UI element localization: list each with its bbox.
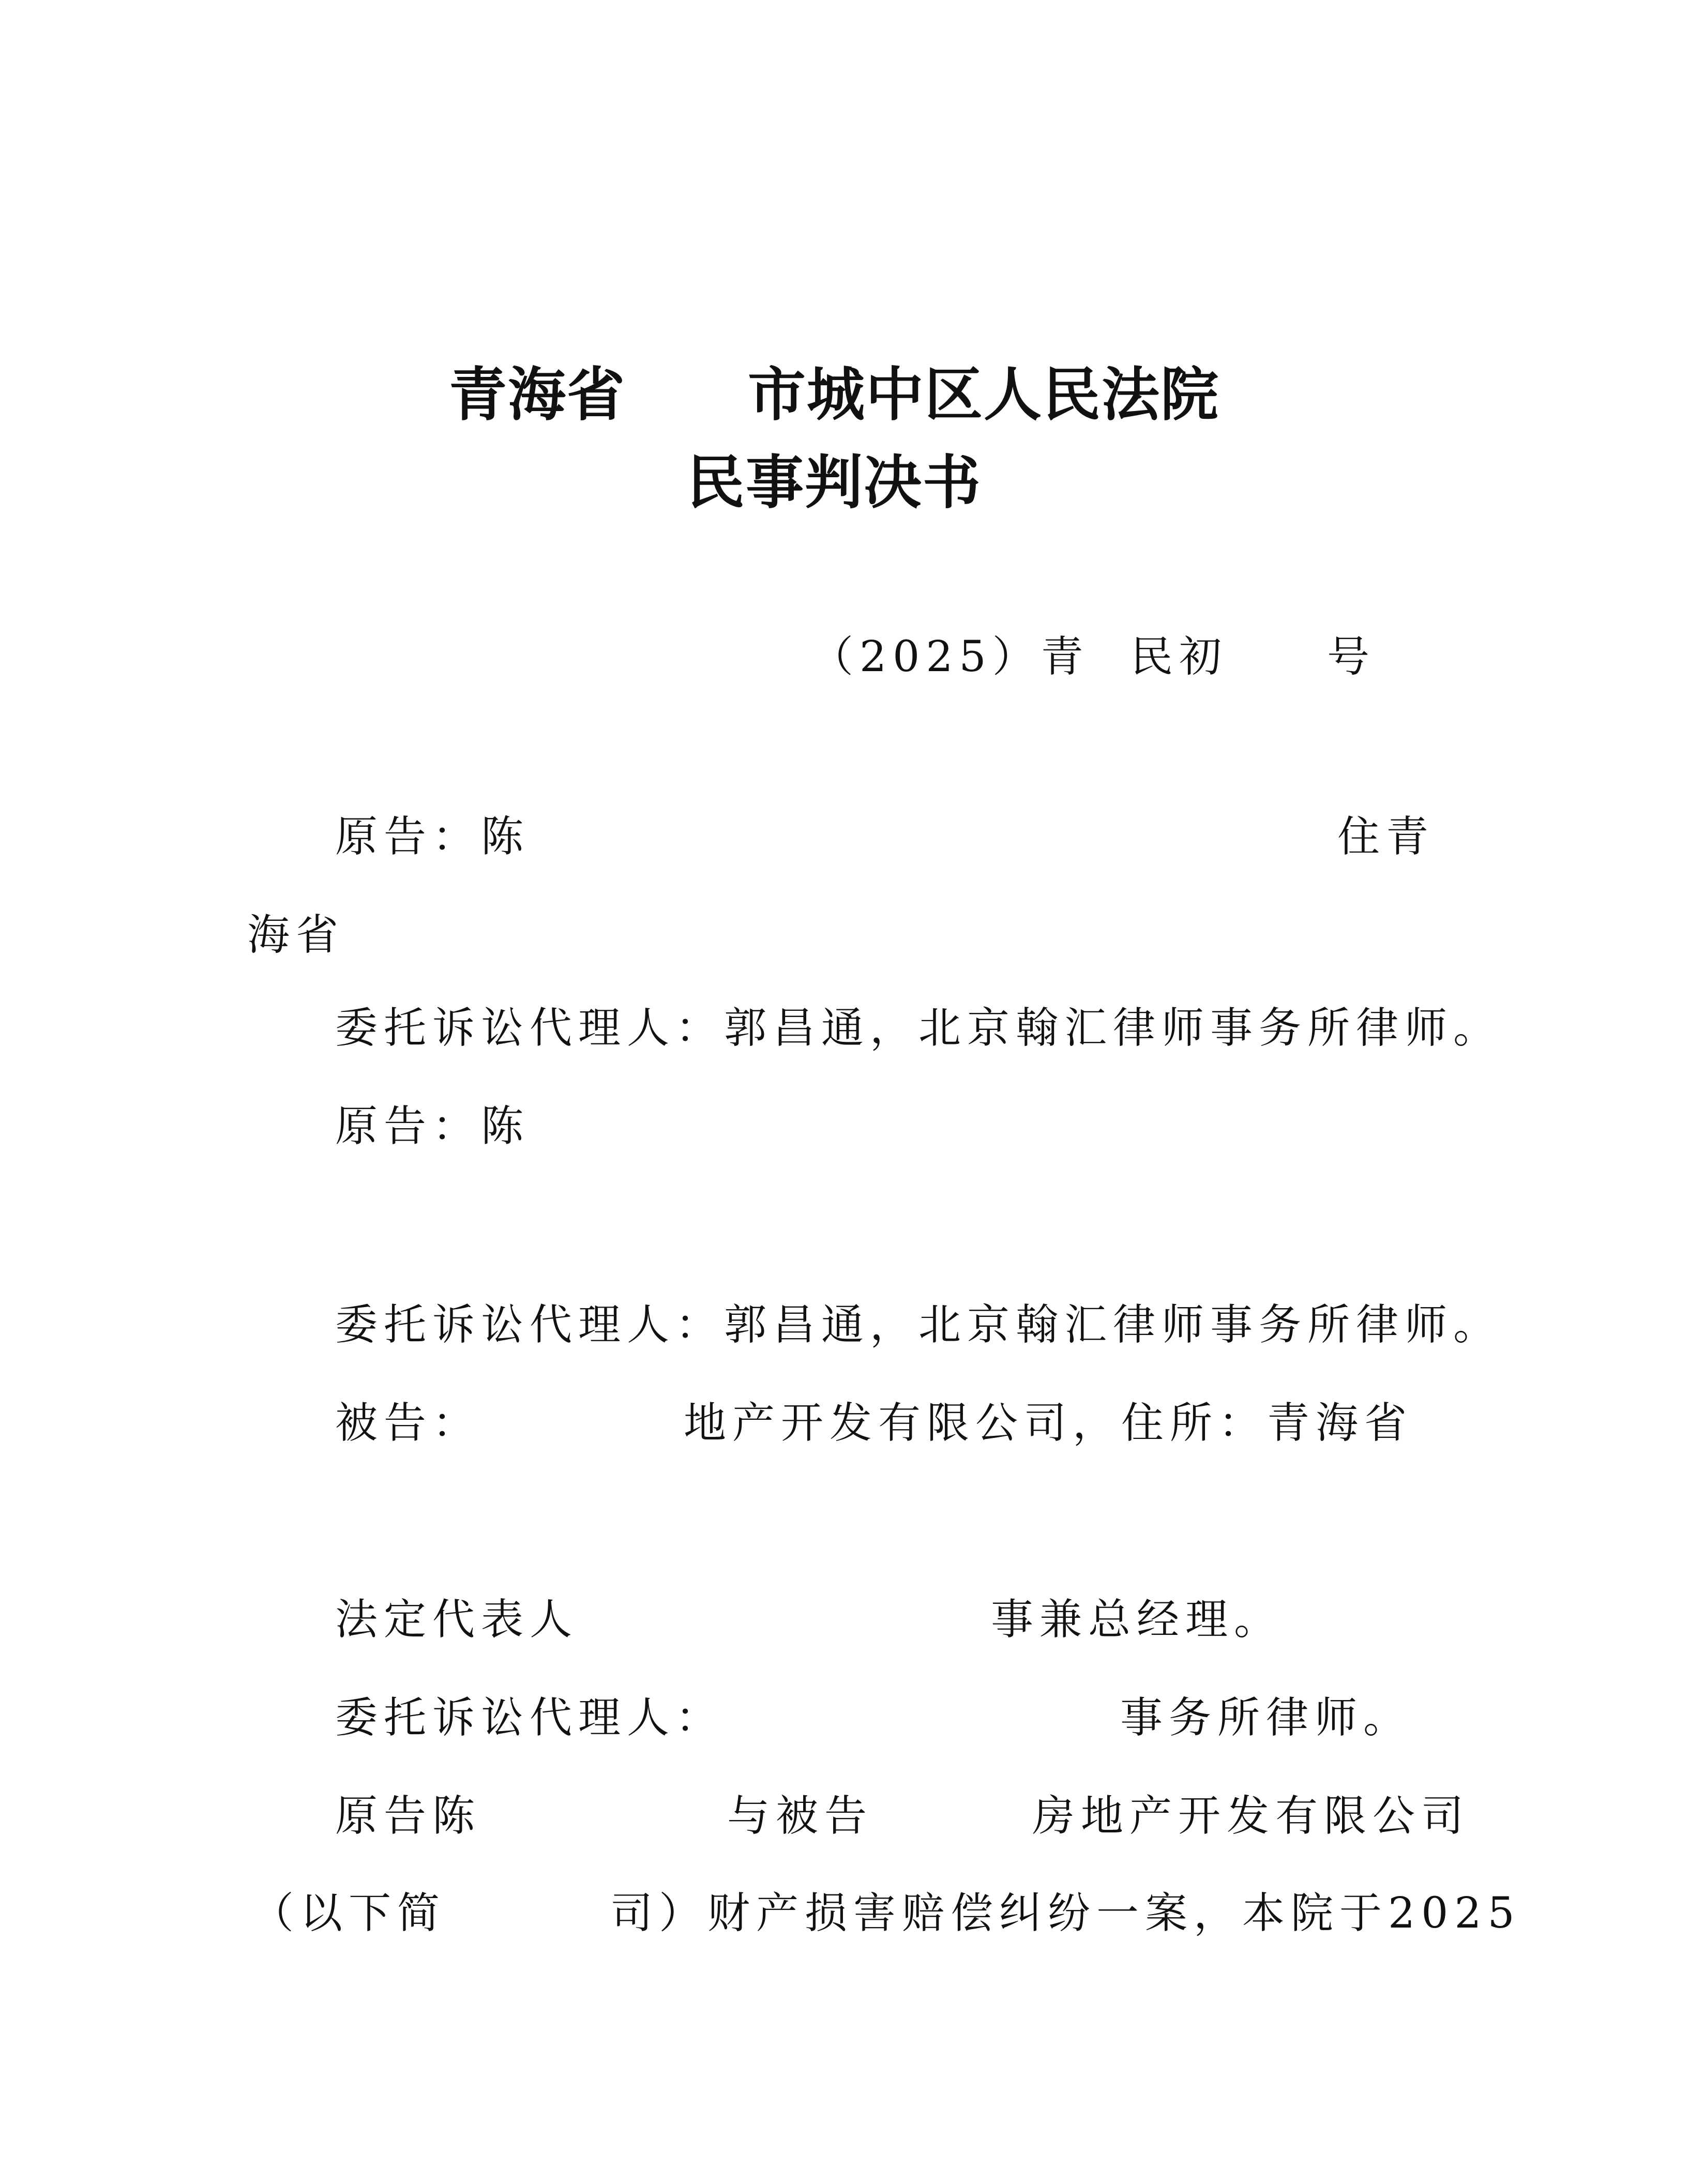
narrative-plaintiff: 原告陈 <box>335 1792 481 1841</box>
narrative-abbrev: （以下简 <box>251 1889 446 1938</box>
defendant-label: 被告： <box>335 1399 481 1448</box>
legal-representative-label: 法定代表人 <box>335 1595 579 1644</box>
plaintiff2-agent: 委托诉讼代理人：郭昌通，北京翰汇律师事务所律师。 <box>335 1300 1502 1349</box>
narrative-case-summary: 司）财产损害赔偿纠纷一案，本院于2025 <box>610 1889 1521 1938</box>
court-name-district: 市城中区人民法院 <box>748 361 1219 429</box>
case-number-mid: 民初 <box>1131 632 1228 681</box>
defendant-name-address: 地产开发有限公司，住所：青海省 <box>684 1399 1413 1448</box>
plaintiff1-residence-start: 住青 <box>1337 812 1435 861</box>
defendant-agent-firm: 事务所律师。 <box>1120 1693 1412 1742</box>
court-name-province: 青海省 <box>449 361 626 429</box>
case-number-suffix: 号 <box>1327 632 1376 681</box>
case-number-prefix: （2025）青 <box>811 632 1090 681</box>
plaintiff1-residence-cont: 海省 <box>247 911 345 960</box>
plaintiff1-agent: 委托诉讼代理人：郭昌通，北京翰汇律师事务所律师。 <box>335 1004 1502 1053</box>
narrative-defendant: 房地产开发有限公司 <box>1032 1792 1470 1841</box>
plaintiff2-label: 原告：陈 <box>335 1102 530 1151</box>
narrative-versus: 与被告 <box>727 1792 873 1841</box>
document-type-title: 民事判决书 <box>687 449 982 517</box>
plaintiff1-label: 原告：陈 <box>335 812 530 861</box>
defendant-agent-label: 委托诉讼代理人： <box>335 1693 725 1742</box>
legal-representative-title: 事兼总经理。 <box>991 1595 1283 1644</box>
